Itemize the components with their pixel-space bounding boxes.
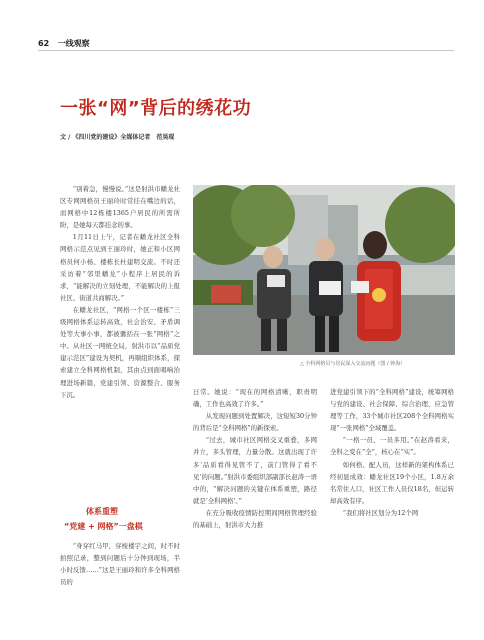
paragraph: “我们将社区划分为12个网 <box>342 508 419 517</box>
column-1-top <box>60 183 180 401</box>
paragraph: 在充分吸收疫情防控期间网格管理经验的基础上，射洪市大力推 <box>193 508 317 530</box>
column-1-bottom <box>60 540 180 588</box>
paragraph: 日常。她说：“现在的网格清晰，职责明确，工作也高效了许多。” <box>193 388 317 409</box>
page-number: 62 <box>38 39 50 48</box>
paragraph: “身穿红马甲，穿梭楼宇之间，时不时拍照记录，整到问题后十分钟到现场，半小时反馈……”这是王丽玲和许多全科网格员的 <box>60 542 180 587</box>
paragraph: 进党建引领下的“全科网格”建设，统筹网格与党的建设、社会保障、综合治理、应急管理等工作，33个城市社区208个全科网格实现“一张网格”全域覆盖。 <box>330 388 454 433</box>
photo-caption: △ 全科网格员与居民深入交流问题（图 / 钟海） <box>300 361 406 367</box>
header-divider <box>38 50 454 51</box>
article-byline: 文 / 《四川党的建设》全媒体记者 范昊琨 <box>60 134 175 141</box>
paragraph: “过去，城市社区网格交叉重叠，多网并立，多头管理，力量分散。这就出现了许多‘品质看得见管不了，前门管得了看不见’的问题。”射洪市委组织部副部长赵涛一语中的，“解决问题的关键在体系重塑，路径就是‘全科网格’。” <box>193 436 317 505</box>
page-header <box>38 38 90 49</box>
paragraph: 如何格、配人员，这样新的架构体系已经初显成效：蟠龙社区19个小区，1.8万余名常住人口，社区工作人员仅18名，但运转却高效有序。 <box>330 460 454 505</box>
section-name: 一线观察 <box>57 39 90 48</box>
article-photo <box>193 185 455 355</box>
paragraph: 在蟠龙社区，“网格一个区一楼栋”三级网格体系运转高效，社会治安、矛盾调处等大事小事，都被囊括在一张“网格”之中。从社区一网统全局，射洪市以“品质党建示范区”建设为契机，再顺组织体系，探索建立全科网格机制，其由点到面唱响治理进场新篇，党建引领、资源整合、服务下沉。 <box>60 305 180 399</box>
column-2 <box>193 386 317 531</box>
article-title: 一张“网”背后的绣花功 <box>60 98 252 119</box>
subhead-big: “党建 + 网格”一盘棋 <box>64 522 143 531</box>
photo-illustration <box>193 185 455 355</box>
paragraph: “一格一员、一员多用。”在赵涛看来，全科之变在“全”，核心在“实”。 <box>330 436 454 457</box>
column-3 <box>330 386 454 519</box>
paragraph: 从发现问题到处置解决，这短短30分钟的背后是“全科网格”的新探索。 <box>193 412 317 433</box>
subhead-small: 体系重塑 <box>86 507 118 516</box>
paragraph: “别着急，慢慢说。”这是射洪市蟠龙社区专网网格员王丽玲时常挂在嘴边的话，而网格中12栋楼1365户居民的所需所盼，是她每天都挂念的事。 <box>60 185 180 230</box>
paragraph: 1月11日上午，记者在蟠龙社区全科网格示范点见到王丽玲时，她正和小区网格员何小杨、楼栋长杜建明交流。不时还采访着“邻里蟠龙”小程序上居民的诉求，“能解决的立刻处理，不能解决的上报社区、街道共商解决。” <box>60 233 180 302</box>
